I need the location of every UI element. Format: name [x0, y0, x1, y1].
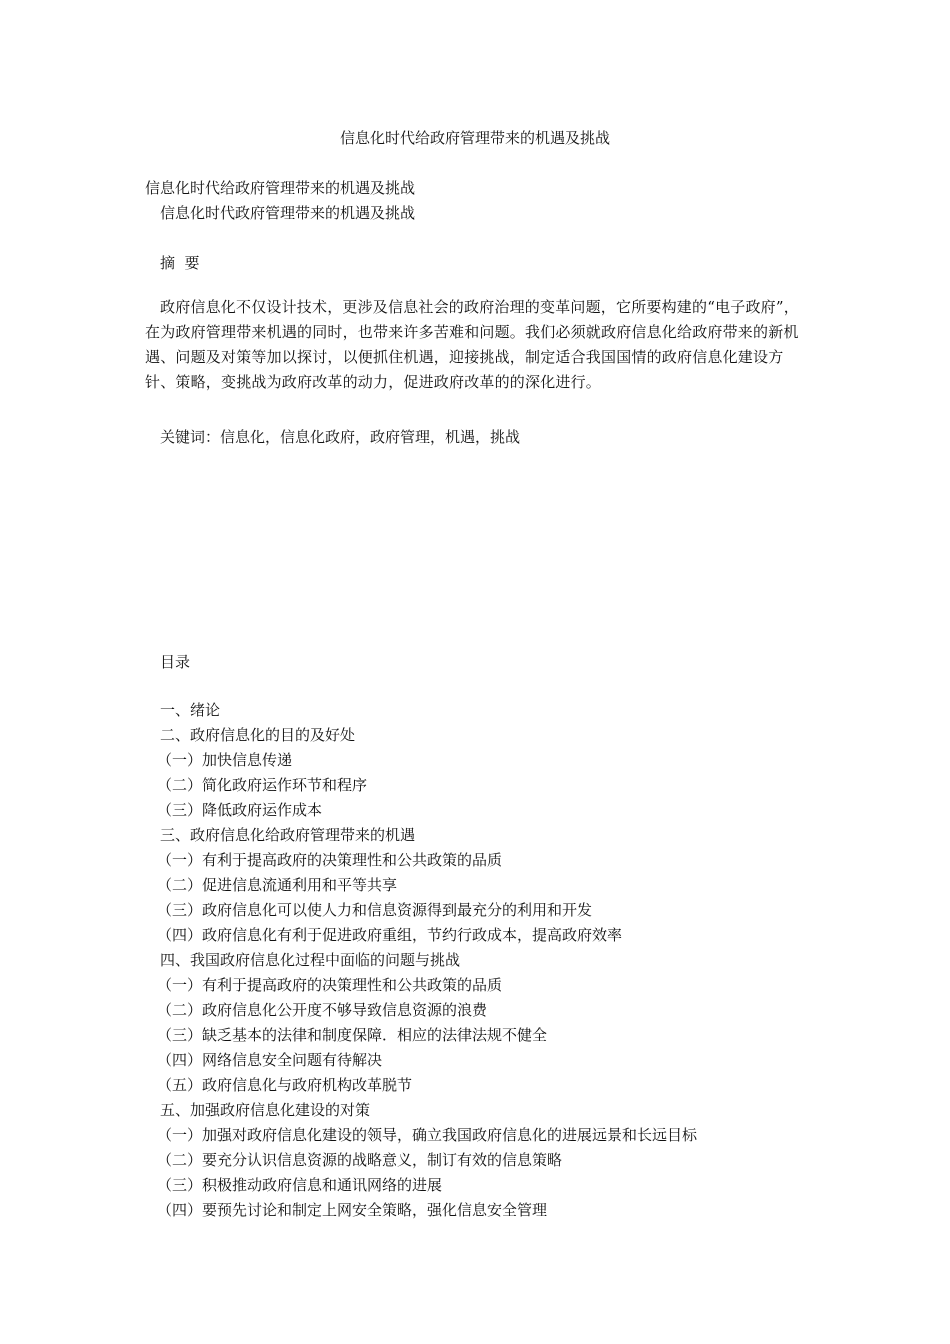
toc-subsection-item: （三）政府信息化可以使人力和信息资源得到最充分的利用和开发 [157, 901, 593, 919]
toc-subsection-item: （五）政府信息化与政府机构改革脱节 [157, 1076, 413, 1094]
toc-section-item: 二、政府信息化的目的及好处 [160, 726, 356, 744]
toc-subsection-item: （二）政府信息化公开度不够导致信息资源的浪费 [157, 1001, 488, 1019]
toc-subsection-item: （一）加强对政府信息化建设的领导，确立我国政府信息化的进展远景和长远目标 [157, 1126, 698, 1144]
document-heading: 信息化时代给政府管理带来的机遇及挑战 [145, 179, 416, 197]
abstract-text: 政府信息化不仅设计技术，更涉及信息社会的政府治理的变革问题，它所要构建的“电子政府”，在为政府管理带来机遇的同时，也带来许多苦难和问题。我们必须就政府信息化给政府带来的新机遇、问题及对策等加以探讨，以便抓住机遇，迎接挑战，制定适合我国国情的政府信息化建设方针、策略，变挑战为政府改革的动力，促进政府改革的的深化进行。 [145, 298, 799, 391]
document-subheading: 信息化时代政府管理带来的机遇及挑战 [160, 204, 416, 222]
toc-subsection-item: （一）有利于提高政府的决策理性和公共政策的品质 [157, 976, 503, 994]
toc-subsection-item: （一）有利于提高政府的决策理性和公共政策的品质 [157, 851, 503, 869]
toc-subsection-item: （四）政府信息化有利于促进政府重组，节约行政成本，提高政府效率 [157, 926, 623, 944]
toc-subsection-item: （一）加快信息传递 [157, 751, 293, 769]
toc-section-item: 一、绪论 [160, 701, 221, 719]
toc-subsection-item: （三）降低政府运作成本 [157, 801, 323, 819]
toc-subsection-item: （四）网络信息安全问题有待解决 [157, 1051, 383, 1069]
toc-section-item: 五、加强政府信息化建设的对策 [160, 1101, 371, 1119]
toc-section-item: 四、我国政府信息化过程中面临的问题与挑战 [160, 951, 461, 969]
toc-section-item: 三、政府信息化给政府管理带来的机遇 [160, 826, 416, 844]
toc-subsection-item: （四）要预先讨论和制定上网安全策略，强化信息安全管理 [157, 1201, 548, 1219]
page-title: 信息化时代给政府管理带来的机遇及挑战 [339, 129, 610, 147]
table-of-contents [157, 700, 698, 1225]
toc-subsection-item: （二）促进信息流通利用和平等共享 [157, 876, 398, 894]
toc-subsection-item: （二）要充分认识信息资源的战略意义，制订有效的信息策略 [157, 1151, 563, 1169]
toc-subsection-item: （三）缺乏基本的法律和制度保障．相应的法律法规不健全 [157, 1026, 548, 1044]
abstract-label: 摘 要 [160, 254, 200, 272]
keywords: 关键词：信息化，信息化政府，政府管理，机遇，挑战 [160, 428, 521, 446]
toc-subsection-item: （二）简化政府运作环节和程序 [157, 776, 368, 794]
toc-label: 目录 [160, 653, 191, 671]
toc-subsection-item: （三）积极推动政府信息和通讯网络的进展 [157, 1176, 443, 1194]
